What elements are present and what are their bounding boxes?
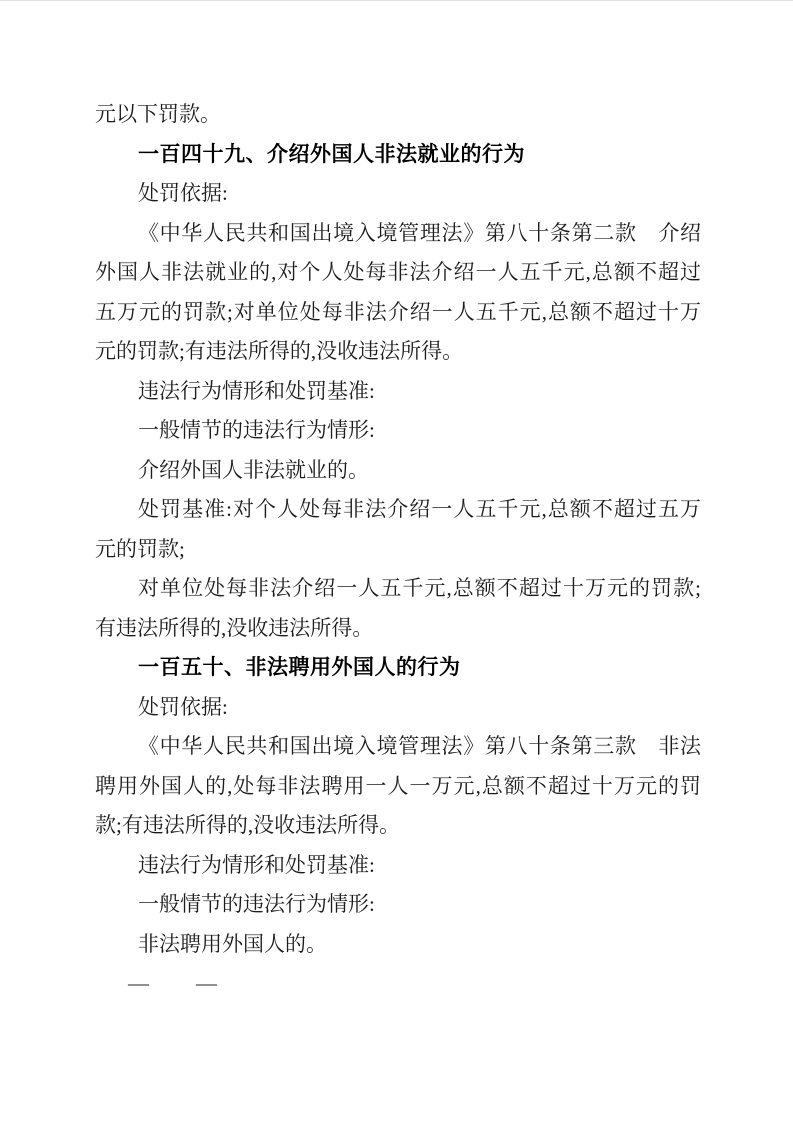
paragraph — [95, 174, 701, 214]
page-number-dash-left: — — [128, 971, 149, 995]
paragraph — [95, 214, 701, 372]
document-body — [95, 95, 701, 1004]
paragraph — [95, 411, 701, 451]
text-line: 聘用外国人的,处每非法聘用一人一万元,总额不超过十万元的罚 — [95, 773, 701, 798]
text-line: 元的罚款;有违法所得的,没收违法所得。 — [95, 339, 464, 363]
text-line: 元的罚款; — [95, 536, 185, 561]
paragraph — [95, 727, 701, 846]
paragraph — [95, 95, 701, 135]
heading-text-line: 一百四十九、介绍外国人非法就业的行为 — [138, 142, 525, 166]
text-line: 外国人非法就业的,对个人处每非法介绍一人五千元,总额不超过 — [95, 260, 701, 284]
text-line: 元以下罚款。 — [95, 102, 221, 126]
text-line: 《中华人民共和国出境入境管理法》第八十条第三款 非法 — [138, 734, 701, 758]
paragraph — [95, 885, 701, 925]
page-footer — [128, 964, 701, 1004]
text-line: 违法行为情形和处罚基准: — [138, 378, 375, 403]
paragraph — [95, 490, 701, 569]
text-line: 款;有违法所得的,没收违法所得。 — [95, 813, 401, 837]
section-heading — [95, 135, 701, 175]
text-line: 五万元的罚款;对单位处每非法介绍一人五千元,总额不超过十万 — [95, 299, 701, 324]
text-line: 对单位处每非法介绍一人五千元,总额不超过十万元的罚款; — [138, 576, 701, 600]
text-line: 违法行为情形和处罚基准: — [138, 852, 375, 877]
text-line: 处罚基准:对个人处每非法介绍一人五千元,总额不超过五万 — [138, 497, 701, 521]
text-line: 非法聘用外国人的。 — [138, 931, 327, 956]
text-line: 介绍外国人非法就业的。 — [138, 457, 369, 482]
text-line: 一般情节的违法行为情形: — [138, 892, 375, 916]
paragraph — [95, 569, 701, 648]
paragraph — [95, 688, 701, 728]
paragraph — [95, 372, 701, 412]
text-line: 处罚依据: — [138, 694, 228, 719]
text-line: 处罚依据: — [138, 181, 228, 205]
paragraph — [95, 451, 701, 491]
heading-text-line: 一百五十、非法聘用外国人的行为 — [138, 656, 461, 679]
paragraph — [95, 846, 701, 886]
section-heading — [95, 648, 701, 688]
paragraph — [95, 925, 701, 965]
text-line: 有违法所得的,没收违法所得。 — [95, 615, 374, 640]
text-line: 《中华人民共和国出境入境管理法》第八十条第二款 介绍 — [138, 220, 701, 245]
page-number-dash-right: — — [196, 971, 217, 995]
text-line: 一般情节的违法行为情形: — [138, 418, 375, 442]
